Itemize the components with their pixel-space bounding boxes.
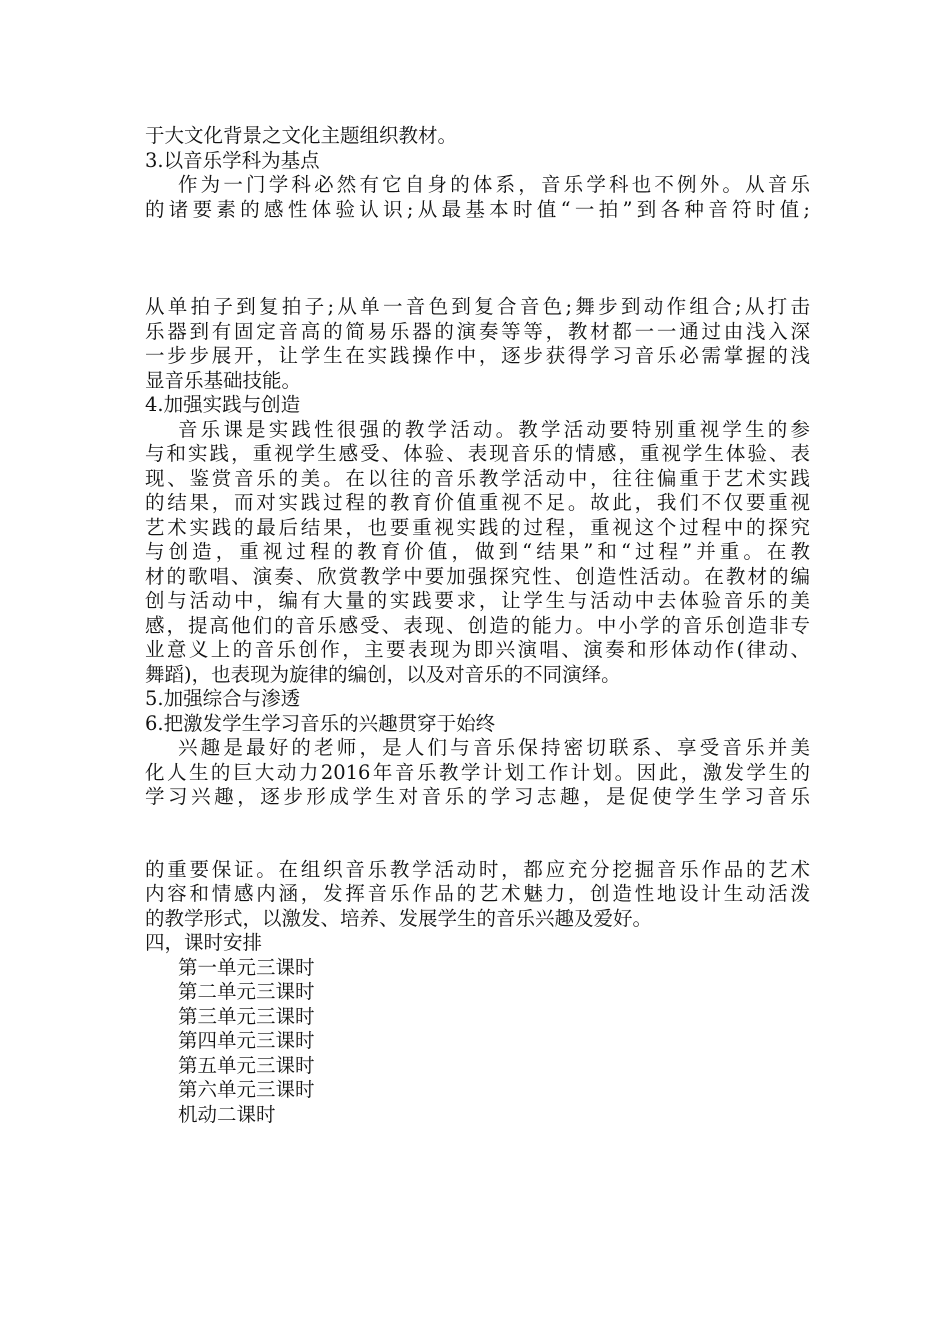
schedule-item: 第六单元三课时 bbox=[178, 1078, 315, 1101]
paragraph-line: 一步步展开，让学生在实践操作中，逐步获得学习音乐必需掌握的浅 bbox=[145, 344, 810, 367]
schedule-item: 机动二课时 bbox=[178, 1102, 276, 1126]
section-heading-4: 4.加强实践与创造 bbox=[145, 393, 301, 416]
paragraph-line: 的重要保证。在组织音乐教学活动时，都应充分挖掘音乐作品的艺术 bbox=[145, 857, 810, 881]
paragraph-line: 从单拍子到复拍子;从单一音色到复合音色;舞步到动作组合;从打击 bbox=[145, 295, 810, 318]
paragraph-line: 现、鉴赏音乐的美。在以往的音乐教学活动中，往往偏重于艺术实践 bbox=[145, 466, 810, 490]
paragraph-line: 乐器到有固定音高的简易乐器的演奏等等，教材都一一通过由浅入深 bbox=[145, 319, 810, 343]
paragraph-line: 作为一门学科必然有它自身的体系，音乐学科也不例外。从音乐 bbox=[178, 173, 810, 196]
paragraph-line: 感，提高他们的音乐感受、表现、创造的能力。中小学的音乐创造非专 bbox=[145, 613, 810, 637]
paragraph-line: 显音乐基础技能。 bbox=[145, 368, 302, 392]
text-line: 于大文化背景之文化主题组织教材。 bbox=[145, 124, 458, 147]
paragraph-line: 创与活动中，编有大量的实践要求，让学生与活动中去体验音乐的美 bbox=[145, 589, 810, 612]
schedule-item: 第一单元三课时 bbox=[178, 955, 315, 979]
paragraph-line: 的结果，而对实践过程的教育价值重视不足。故此，我们不仅要重视 bbox=[145, 491, 810, 514]
section-heading-5: 5.加强综合与渗透 bbox=[145, 687, 301, 710]
paragraph-line: 的诸要素的感性体验认识;从最基本时值“一拍”到各种音符时值; bbox=[145, 197, 810, 221]
paragraph-line: 材的歌唱、演奏、欣赏教学中要加强探究性、创造性活动。在教材的编 bbox=[145, 564, 810, 588]
paragraph-line: 音乐课是实践性很强的教学活动。教学活动要特别重视学生的参 bbox=[178, 417, 810, 441]
paragraph-line: 的教学形式，以激发、培养、发展学生的音乐兴趣及爱好。 bbox=[145, 906, 653, 930]
paragraph-line: 与和实践，重视学生感受、体验、表现音乐的情感，重视学生体验、表 bbox=[145, 442, 810, 465]
schedule-item: 第四单元三课时 bbox=[178, 1029, 315, 1052]
paragraph-line: 化人生的巨大动力2016年音乐教学计划工作计划。因此，激发学生的 bbox=[145, 760, 810, 784]
paragraph-line: 学习兴趣，逐步形成学生对音乐的学习志趣，是促使学生学习音乐 bbox=[145, 785, 810, 808]
section-heading-schedule: 四，课时安排 bbox=[145, 931, 263, 954]
schedule-item: 第五单元三课时 bbox=[178, 1053, 315, 1077]
paragraph-line: 业意义上的音乐创作，主要表现为即兴演唱、演奏和形体动作(律动、 bbox=[145, 638, 810, 661]
paragraph-line: 与创造，重视过程的教育价值，做到“结果”和“过程”并重。在教 bbox=[145, 540, 810, 563]
section-heading-6: 6.把激发学生学习音乐的兴趣贯穿于始终 bbox=[145, 711, 496, 735]
page-gap bbox=[145, 810, 810, 858]
schedule-item: 第三单元三课时 bbox=[178, 1004, 315, 1028]
paragraph-line: 内容和情感内涵，发挥音乐作品的艺术魅力，创造性地设计生动活泼 bbox=[145, 882, 810, 905]
schedule-item: 第二单元三课时 bbox=[178, 980, 315, 1003]
document-body bbox=[145, 124, 810, 1127]
paragraph-line: 兴趣是最好的老师，是人们与音乐保持密切联系、享受音乐并美 bbox=[178, 736, 810, 759]
page-gap bbox=[145, 222, 810, 295]
section-heading-3: 3.以音乐学科为基点 bbox=[145, 148, 320, 172]
paragraph-line: 艺术实践的最后结果，也要重视实践的过程，重视这个过程中的探究 bbox=[145, 515, 810, 539]
paragraph-line: 舞蹈)，也表现为旋律的编创，以及对音乐的不同演绎。 bbox=[145, 662, 621, 686]
